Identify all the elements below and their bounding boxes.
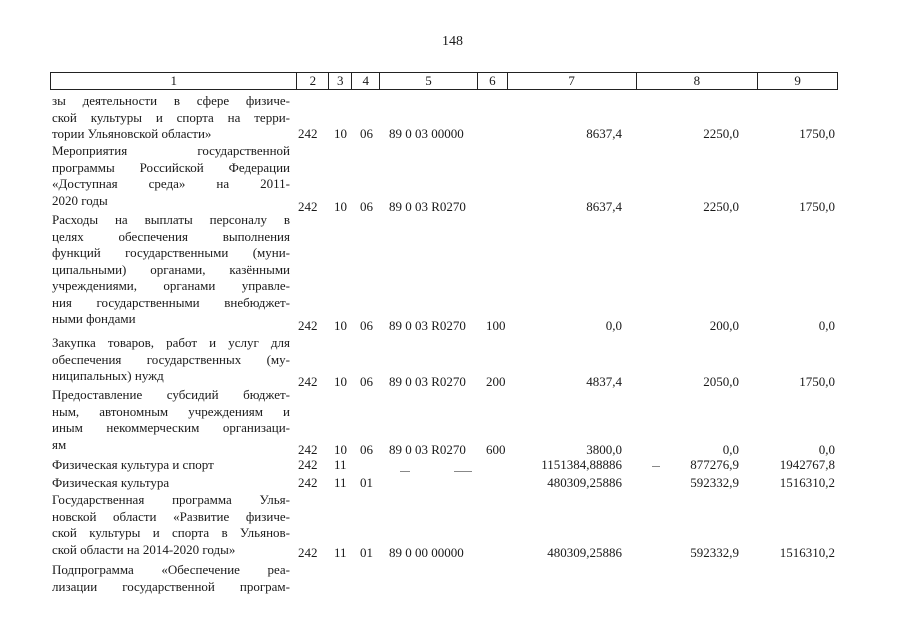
cell-col-7: 0,0: [605, 318, 622, 333]
cell-col-5: 89 0 03 R0270: [389, 374, 466, 389]
description-line: обеспечения государственных (му-: [52, 351, 290, 367]
description-line: Закупка товаров, работ и услуг для: [52, 335, 290, 350]
cell-col-4: 06: [360, 199, 373, 214]
cell-col-2: 242: [298, 318, 318, 333]
scan-dash-mark: [400, 471, 410, 472]
cell-col-6: 100: [486, 318, 506, 333]
cell-col-5: 89 0 00 00000: [389, 545, 464, 560]
cell-col-3: 11: [334, 545, 347, 560]
cell-col-4: 06: [360, 374, 373, 389]
row-description: [52, 143, 290, 209]
cell-col-9: 1750,0: [799, 199, 835, 214]
description-line: ным, автономным учреждениям и: [52, 403, 290, 419]
cell-col-7: 8637,4: [586, 126, 622, 141]
description-line: «Доступная среда» на 2011-: [52, 176, 290, 191]
description-line: тории Ульяновской области»: [52, 126, 212, 141]
cell-col-9: 0,0: [818, 442, 835, 457]
cell-col-8: 2250,0: [703, 126, 739, 141]
row-description: [52, 475, 290, 492]
cell-col-2: 242: [298, 545, 318, 560]
description-line: Физическая культура и спорт: [52, 457, 214, 472]
cell-col-4: 06: [360, 318, 373, 333]
cell-col-9: 1942767,8: [779, 457, 835, 472]
header-col-8: 8: [636, 73, 758, 89]
description-line: иным некоммерческим организаци-: [52, 420, 290, 435]
cell-col-8: 200,0: [709, 318, 739, 333]
description-line: новской области «Развитие физиче-: [52, 508, 290, 524]
cell-col-2: 242: [298, 126, 318, 141]
page-number: 148: [442, 34, 463, 49]
cell-col-8: 592332,9: [690, 475, 739, 490]
cell-col-2: 242: [298, 457, 318, 472]
description-line: зы деятельности в сфере физиче-: [52, 93, 290, 108]
cell-col-9: 1750,0: [799, 126, 835, 141]
cell-col-6: 200: [486, 374, 506, 389]
cell-col-4: 06: [360, 442, 373, 457]
header-col-4: 4: [351, 73, 379, 89]
row-description: [52, 93, 290, 143]
cell-col-8: 877276,9: [690, 457, 739, 472]
cell-col-4: 06: [360, 126, 373, 141]
description-line: ниципальных) нужд: [52, 368, 164, 383]
cell-col-5: 89 0 03 R0270: [389, 199, 466, 214]
cell-col-9: 1516310,2: [779, 545, 835, 560]
cell-col-3: 10: [334, 374, 347, 389]
row-description: [52, 492, 290, 558]
cell-col-2: 242: [298, 374, 318, 389]
cell-col-7: 480309,25886: [547, 475, 622, 490]
cell-col-2: 242: [298, 475, 318, 490]
cell-col-4: 01: [360, 475, 373, 490]
description-line: Подпрограмма «Обеспечение реа-: [52, 562, 290, 577]
header-col-3: 3: [328, 73, 351, 89]
description-line: Расходы на выплаты персоналу в: [52, 212, 290, 227]
cell-col-3: 11: [334, 475, 347, 490]
cell-col-8: 0,0: [722, 442, 739, 457]
row-description: [52, 387, 290, 453]
description-line: Предоставление субсидий бюджет-: [52, 387, 290, 402]
description-line: ской культуры и спорта на терри-: [52, 109, 290, 125]
description-line: ципальными) органами, казёнными: [52, 261, 290, 277]
cell-col-3: 10: [334, 318, 347, 333]
row-description: [52, 212, 290, 328]
cell-col-3: 10: [334, 126, 347, 141]
cell-col-9: 0,0: [818, 318, 835, 333]
cell-col-6: 600: [486, 442, 506, 457]
header-col-5: 5: [379, 73, 477, 89]
scan-dash-mark: [454, 471, 472, 472]
description-line: учреждениями, органами управле-: [52, 278, 290, 293]
cell-col-8: 2050,0: [703, 374, 739, 389]
header-col-9: 9: [757, 73, 837, 89]
description-line: функций государственными (муни-: [52, 245, 290, 260]
row-description: [52, 457, 290, 474]
description-line: программы Российской Федерации: [52, 159, 290, 175]
description-line: Государственная программа Улья-: [52, 492, 290, 507]
cell-col-8: 592332,9: [690, 545, 739, 560]
cell-col-7: 4837,4: [586, 374, 622, 389]
cell-col-3: 10: [334, 199, 347, 214]
cell-col-7: 1151384,88886: [541, 457, 622, 472]
cell-col-5: 89 0 03 00000: [389, 126, 464, 141]
row-description: [52, 562, 290, 595]
header-col-7: 7: [507, 73, 636, 89]
table-header-row: [50, 72, 838, 90]
header-col-2: 2: [296, 73, 328, 89]
cell-col-7: 480309,25886: [547, 545, 622, 560]
description-line: ния государственными внебюджет-: [52, 294, 290, 310]
cell-col-9: 1516310,2: [779, 475, 835, 490]
description-line: целях обеспечения выполнения: [52, 228, 290, 244]
cell-col-5: 89 0 03 R0270: [389, 442, 466, 457]
cell-col-8: 2250,0: [703, 199, 739, 214]
header-col-1: 1: [170, 73, 177, 88]
description-line: лизации государственной програм-: [52, 578, 290, 594]
description-line: 2020 годы: [52, 192, 108, 208]
cell-col-7: 8637,4: [586, 199, 622, 214]
cell-col-3: 11: [334, 457, 347, 472]
header-col-6: 6: [477, 73, 507, 89]
description-line: ными фондами: [52, 311, 136, 326]
description-line: Мероприятия государственной: [52, 143, 290, 158]
cell-col-2: 242: [298, 199, 318, 214]
row-description: [52, 335, 290, 385]
cell-col-7: 3800,0: [586, 442, 622, 457]
cell-col-3: 10: [334, 442, 347, 457]
cell-col-2: 242: [298, 442, 318, 457]
scan-dash-mark: [652, 466, 660, 467]
cell-col-5: 89 0 03 R0270: [389, 318, 466, 333]
cell-col-9: 1750,0: [799, 374, 835, 389]
description-line: ям: [52, 436, 67, 452]
description-line: Физическая культура: [52, 475, 170, 490]
cell-col-4: 01: [360, 545, 373, 560]
description-line: ской области на 2014-2020 годы»: [52, 541, 236, 557]
description-line: ской культуры и спорта в Ульянов-: [52, 525, 290, 540]
